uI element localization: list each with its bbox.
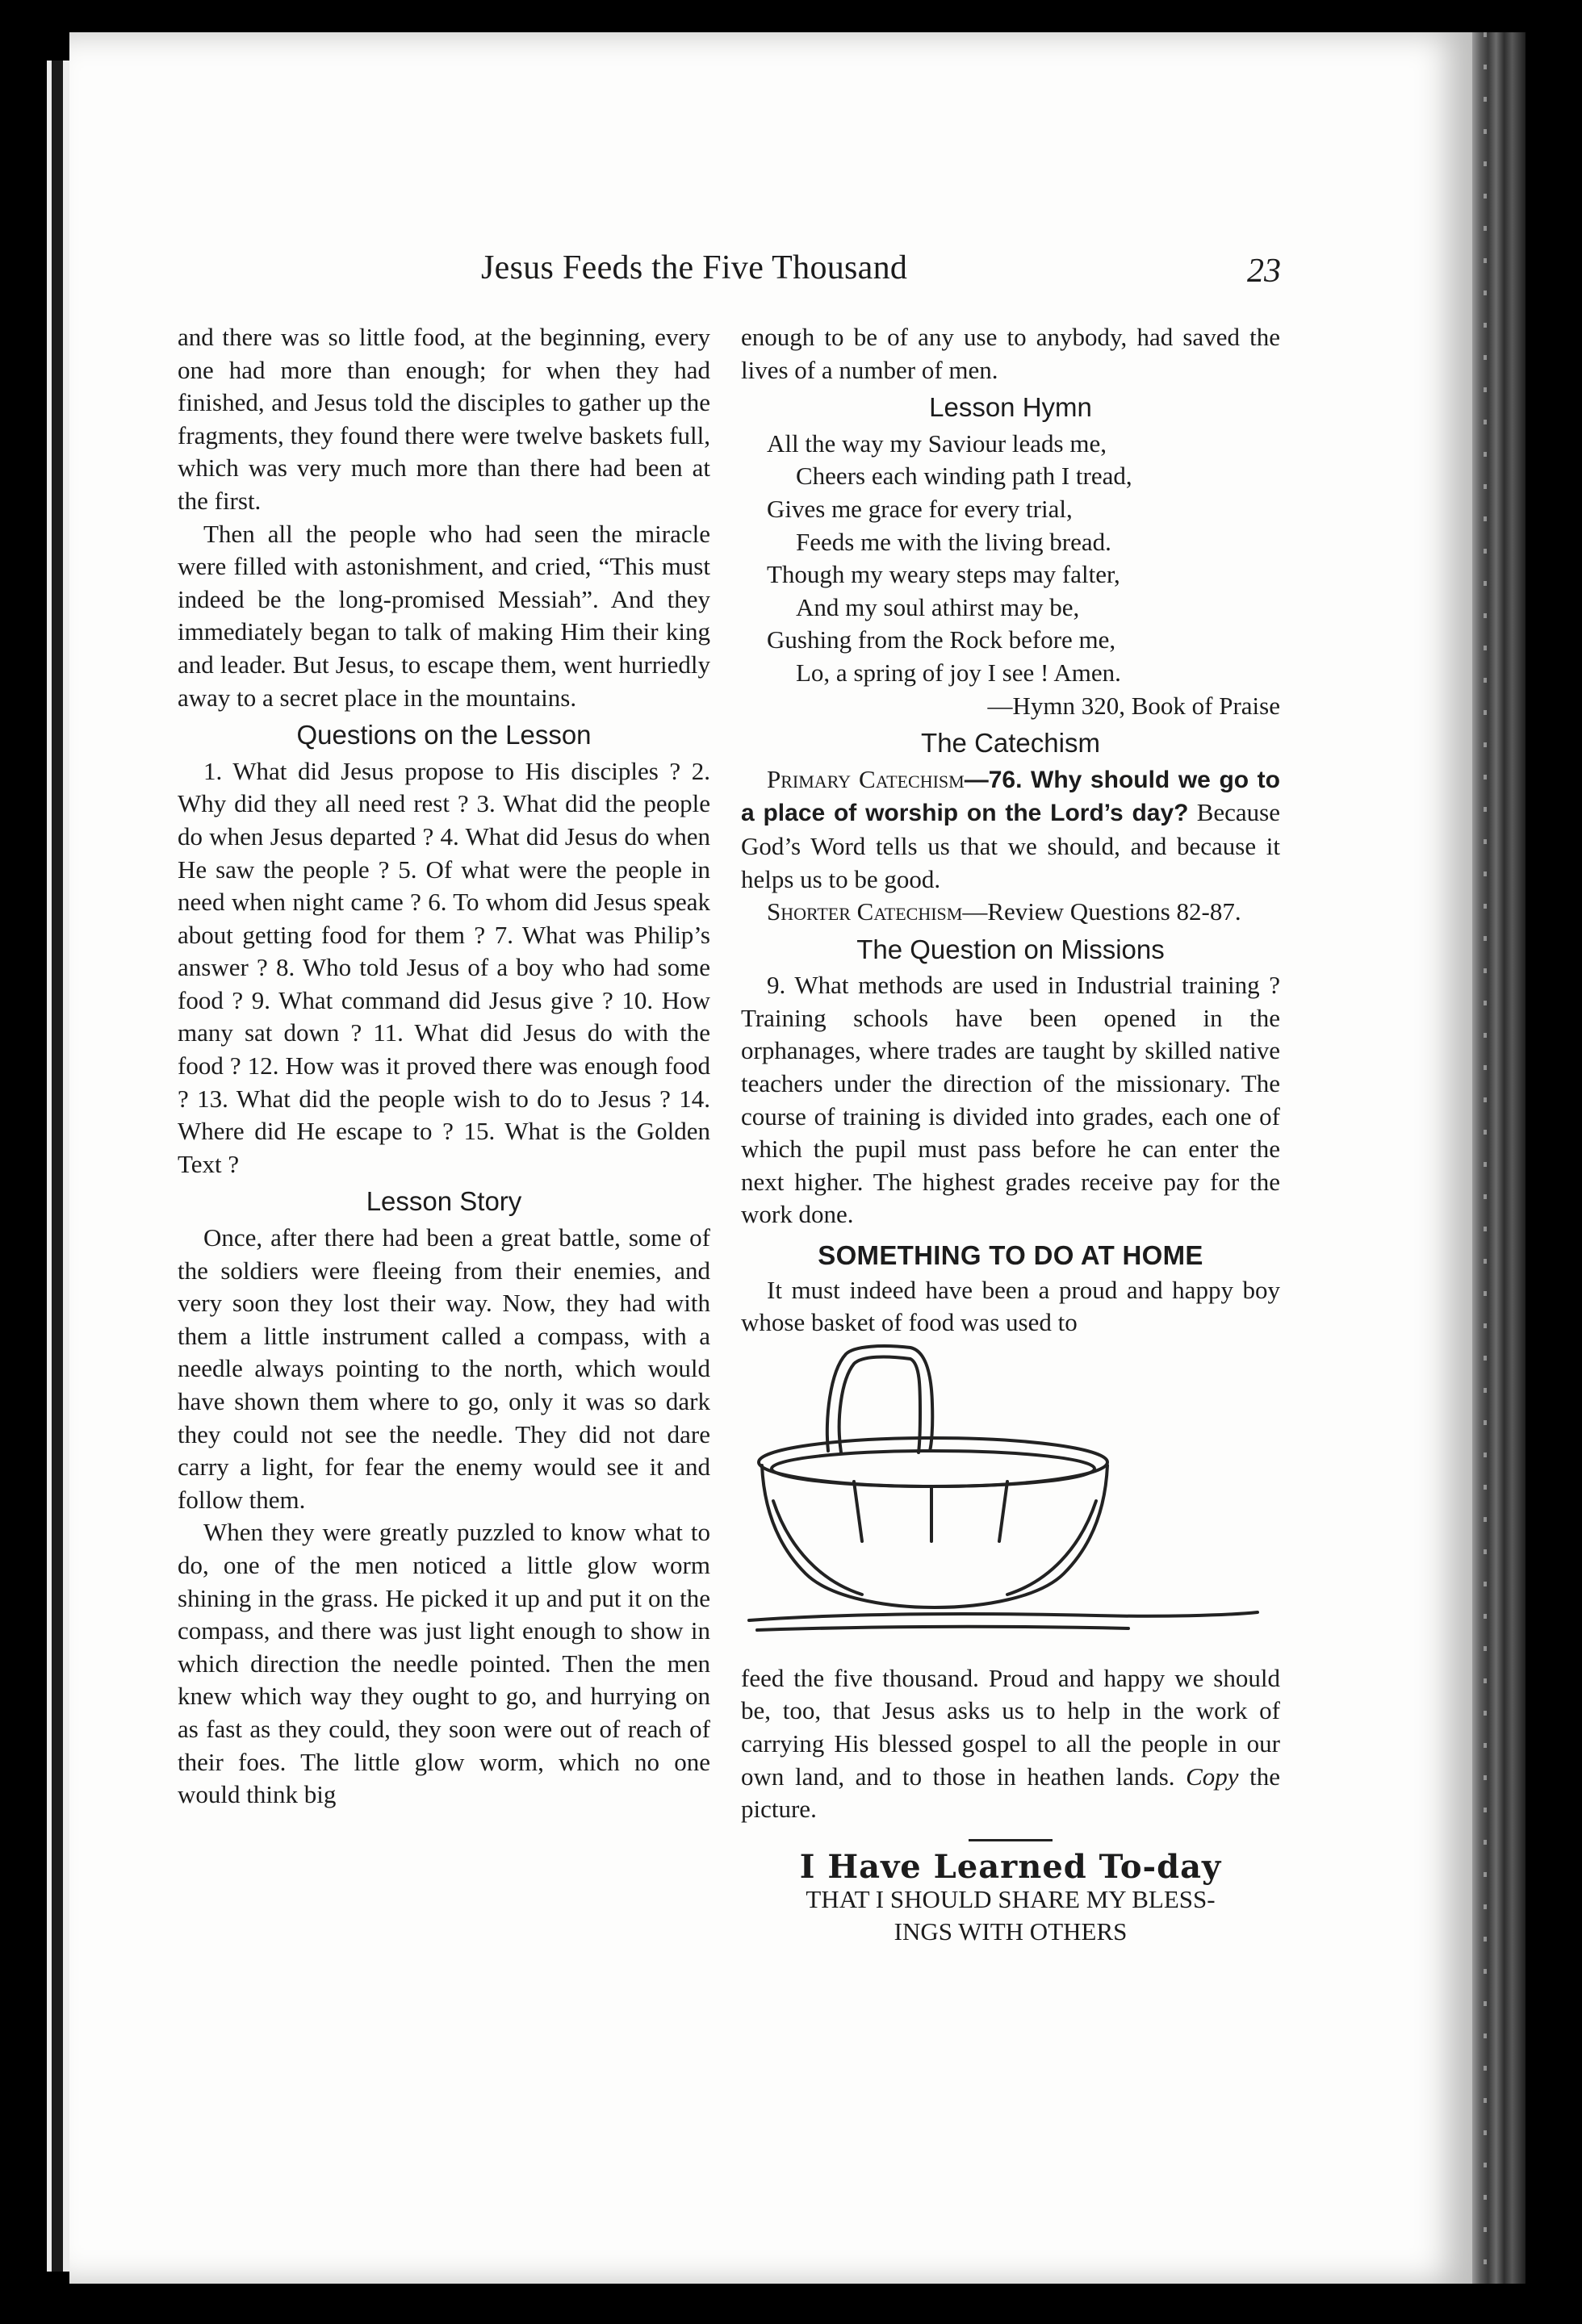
- basket-illustration: [741, 1340, 1280, 1662]
- missions-text: 9. What methods are used in Industrial training ? Training schools have been opened in the orphanages, where trades are taught by skilled native teachers under the direction of the missionary. The course of training is divided into grades, each one of which the pupil must pass before he can enter the next higher. The highest grades receive pay for the work done.: [741, 971, 1280, 1229]
- hymn-line: Gushing from the Rock before me,: [767, 625, 1116, 654]
- right-column: [741, 321, 1280, 1948]
- questions-heading: Questions on the Lesson: [296, 720, 592, 750]
- copy-emphasis: Copy: [1186, 1762, 1239, 1791]
- hymn-line: Cheers each winding path I tread,: [796, 462, 1132, 491]
- story-continuation: enough to be of any use to anybody, had saved the lives of a number of men.: [741, 323, 1280, 384]
- running-header: Jesus Feeds the Five Thousand: [481, 249, 908, 286]
- story-heading: Lesson Story: [366, 1186, 522, 1217]
- home-text-2-body: feed the five thousand. Proud and happy we should be, too, that Jesus asks us to help in the work of carrying His blessed gospel to all the people in our own land, and to those in heathen lands.: [741, 1663, 1280, 1791]
- hymn-line: Lo, a spring of joy I see ! Amen.: [796, 658, 1121, 687]
- hymn-line: And my soul athirst may be,: [796, 592, 1080, 621]
- questions-text: 1. What did Jesus propose to His disciples ? 2. Why did they all need rest ? 3. What did the people do when Jesus departed ? 4. What did Jesus do when He saw the people ? 5. Of what were the people in need when night came ? 6. To whom did Jesus speak about getting food for them ? 7. What was Philip’s answer ? 8. Who told Jesus of a boy who had some food ? 9. What command did Jesus give ? 10. How many sat down ? 11. What did Jesus do with the food ? 12. How was it proved there was enough food ? 13. What did the people wish to do to Jesus ? 14. Where did He escape to ? 15. What is the Golden Text ?: [178, 756, 710, 1178]
- shorter-catechism: [741, 896, 1280, 929]
- home-text-1: It must indeed have been a proud and happy boy whose basket of food was used to: [741, 1275, 1280, 1337]
- hymn-attribution: —Hymn 320, Book of Praise: [987, 691, 1280, 720]
- hymn-heading: Lesson Hymn: [929, 392, 1092, 423]
- primary-catechism-question: —76. Why should we go to a place of worship on the Lord’s day?: [741, 766, 1280, 827]
- closing-line-2: INGS WITH OTHERS: [894, 1917, 1128, 1946]
- home-text-2-end: the picture.: [741, 1762, 1280, 1824]
- catechism-heading: The Catechism: [921, 728, 1100, 759]
- closing-line-1: THAT I SHOULD SHARE MY BLESS-: [806, 1885, 1216, 1914]
- book-spine: [1472, 32, 1526, 2284]
- home-heading: SOMETHING TO DO AT HOME: [818, 1240, 1203, 1271]
- hymn-line: Gives me grace for every trial,: [767, 494, 1073, 523]
- learned-heading: I Have Learned To-day: [799, 1847, 1222, 1886]
- divider: [969, 1839, 1053, 1841]
- facing-page-shadow: [52, 61, 63, 2272]
- closing-statement: [741, 1883, 1280, 1948]
- miracle-paragraph: Then all the people who had seen the miracle were filled with astonishment, and cried, “This must indeed be the long-promised Messiah”. And they immediately began to talk of making Him their king and leader. But Jesus, to escape them, went hurriedly away to a secret place in the mountains.: [178, 519, 710, 712]
- basket-drawing-icon: [741, 1340, 1280, 1662]
- story-paragraph-2: When they were greatly puzzled to know what to do, one of the men noticed a little glow worm shining in the grass. He picked it up and put it on the compass, and there was just light enough to show in which direction the needle pointed. Then the men knew which way they ought to go, and hurrying on as fast as they could, they soon were out of reach of their foes. The little glow worm, which no one would think big: [178, 1518, 710, 1809]
- left-column: [178, 321, 710, 1812]
- primary-catechism-answer: Because God’s Word tells us that we should, and because it helps us to be good.: [741, 798, 1281, 893]
- page-number: 23: [1247, 253, 1281, 290]
- shorter-catechism-label: Shorter Catechism: [767, 897, 963, 926]
- hymn: [741, 428, 1280, 722]
- home-text-2: [741, 1662, 1280, 1826]
- missions-heading: The Question on Missions: [856, 934, 1165, 964]
- story-paragraph-1: Once, after there had been a great battle, some of the soldiers were fleeing from their enemies, and very soon they lost their way. Now, they had with them a little instrument called a compass, with a needle always pointing to the north, which would have shown them where to go, only it was so dark they could not see the needle. They did not dare carry a light, for fear the enemy would see it and follow them.: [178, 1223, 710, 1514]
- hymn-line: Feeds me with the living bread.: [796, 527, 1111, 556]
- hymn-line: All the way my Saviour leads me,: [767, 428, 1107, 458]
- right-border: [1526, 0, 1582, 2324]
- top-border: [0, 0, 1582, 32]
- primary-catechism-label: Primary Catechism: [767, 764, 965, 793]
- primary-catechism: [741, 763, 1280, 896]
- shorter-catechism-text: —Review Questions 82-87.: [962, 897, 1241, 926]
- hymn-line: Though my weary steps may falter,: [767, 560, 1120, 589]
- left-border: [0, 0, 47, 2324]
- intro-paragraph: and there was so little food, at the beginning, every one had more than enough; for when they had finished, and Jesus told the disciples to gather up the fragments, they found there were twelve baskets full, which was very much more than there had been at the first.: [178, 323, 710, 515]
- bottom-border: [0, 2284, 1582, 2324]
